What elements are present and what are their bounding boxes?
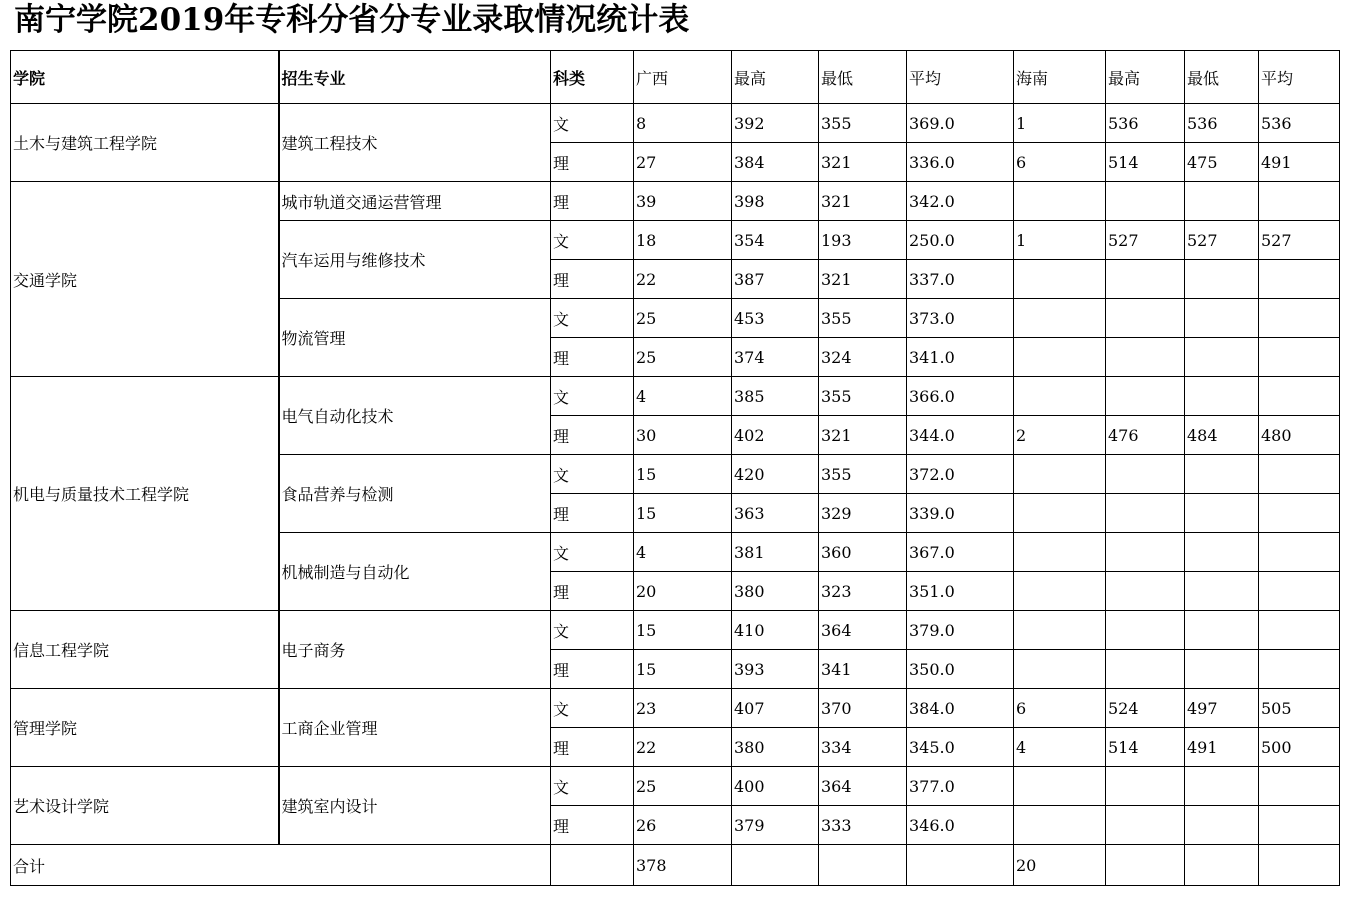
gx-min-cell: 341 — [819, 650, 907, 689]
hn-avg-cell — [1259, 182, 1340, 221]
hn-min-cell: 491 — [1185, 728, 1259, 767]
type-cell: 文 — [551, 767, 634, 806]
major-cell: 工商企业管理 — [279, 689, 551, 767]
hn-max-cell: 514 — [1106, 728, 1185, 767]
hn-min-cell — [1185, 767, 1259, 806]
gx-cell: 4 — [634, 533, 732, 572]
gx-avg-cell: 250.0 — [907, 221, 1014, 260]
total-gx-cell: 378 — [634, 845, 732, 886]
college-cell: 机电与质量技术工程学院 — [11, 377, 279, 611]
table-row — [11, 611, 1340, 650]
gx-max-cell: 354 — [732, 221, 819, 260]
hn-min-cell: 497 — [1185, 689, 1259, 728]
header-hainan: 海南 — [1014, 51, 1106, 104]
gx-min-cell: 355 — [819, 455, 907, 494]
type-cell: 理 — [551, 494, 634, 533]
college-cell: 交通学院 — [11, 182, 279, 377]
major-cell: 电子商务 — [279, 611, 551, 689]
hn-max-cell — [1106, 338, 1185, 377]
total-row — [11, 845, 1340, 886]
total-label: 合计 — [11, 845, 551, 886]
gx-min-cell: 193 — [819, 221, 907, 260]
hn-max-cell: 524 — [1106, 689, 1185, 728]
gx-min-cell: 360 — [819, 533, 907, 572]
header-gx-max: 最高 — [732, 51, 819, 104]
header-hn-avg: 平均 — [1259, 51, 1340, 104]
header-hn-max: 最高 — [1106, 51, 1185, 104]
gx-cell: 30 — [634, 416, 732, 455]
table-row — [11, 104, 1340, 143]
admission-table — [10, 50, 1340, 886]
table-row — [11, 767, 1340, 806]
hn-cell — [1014, 260, 1106, 299]
header-gx-avg: 平均 — [907, 51, 1014, 104]
header-hn-min: 最低 — [1185, 51, 1259, 104]
hn-avg-cell — [1259, 299, 1340, 338]
gx-avg-cell: 345.0 — [907, 728, 1014, 767]
gx-max-cell: 363 — [732, 494, 819, 533]
table-row — [11, 182, 1340, 221]
gx-max-cell: 407 — [732, 689, 819, 728]
hn-max-cell — [1106, 455, 1185, 494]
hn-cell: 1 — [1014, 104, 1106, 143]
gx-max-cell: 453 — [732, 299, 819, 338]
gx-avg-cell: 377.0 — [907, 767, 1014, 806]
hn-avg-cell: 527 — [1259, 221, 1340, 260]
hn-min-cell — [1185, 299, 1259, 338]
hn-max-cell — [1106, 806, 1185, 845]
header-gx-min: 最低 — [819, 51, 907, 104]
hn-max-cell: 514 — [1106, 143, 1185, 182]
type-cell: 文 — [551, 221, 634, 260]
gx-min-cell: 364 — [819, 767, 907, 806]
hn-cell: 2 — [1014, 416, 1106, 455]
hn-max-cell — [1106, 494, 1185, 533]
major-cell: 食品营养与检测 — [279, 455, 551, 533]
type-cell: 理 — [551, 728, 634, 767]
gx-cell: 15 — [634, 455, 732, 494]
hn-cell — [1014, 377, 1106, 416]
gx-min-cell: 321 — [819, 182, 907, 221]
hn-avg-cell: 505 — [1259, 689, 1340, 728]
type-cell: 理 — [551, 338, 634, 377]
gx-min-cell: 321 — [819, 260, 907, 299]
gx-cell: 25 — [634, 299, 732, 338]
hn-avg-cell: 491 — [1259, 143, 1340, 182]
hn-cell — [1014, 767, 1106, 806]
type-cell: 文 — [551, 104, 634, 143]
type-cell: 文 — [551, 689, 634, 728]
college-cell: 管理学院 — [11, 689, 279, 767]
major-cell: 建筑室内设计 — [279, 767, 551, 845]
type-cell: 文 — [551, 299, 634, 338]
major-cell: 汽车运用与维修技术 — [279, 221, 551, 299]
gx-avg-cell: 337.0 — [907, 260, 1014, 299]
empty-cell — [1185, 845, 1259, 886]
gx-min-cell: 334 — [819, 728, 907, 767]
hn-max-cell: 527 — [1106, 221, 1185, 260]
type-cell: 文 — [551, 455, 634, 494]
gx-max-cell: 385 — [732, 377, 819, 416]
hn-avg-cell — [1259, 533, 1340, 572]
major-cell: 电气自动化技术 — [279, 377, 551, 455]
hn-cell — [1014, 650, 1106, 689]
gx-avg-cell: 341.0 — [907, 338, 1014, 377]
gx-max-cell: 398 — [732, 182, 819, 221]
type-cell: 理 — [551, 416, 634, 455]
gx-cell: 22 — [634, 260, 732, 299]
gx-avg-cell: 336.0 — [907, 143, 1014, 182]
gx-cell: 27 — [634, 143, 732, 182]
empty-cell — [1259, 845, 1340, 886]
header-type: 科类 — [551, 51, 634, 104]
hn-cell — [1014, 806, 1106, 845]
college-cell: 土木与建筑工程学院 — [11, 104, 279, 182]
gx-max-cell: 392 — [732, 104, 819, 143]
hn-max-cell — [1106, 533, 1185, 572]
gx-avg-cell: 369.0 — [907, 104, 1014, 143]
hn-max-cell — [1106, 299, 1185, 338]
gx-cell: 23 — [634, 689, 732, 728]
hn-max-cell — [1106, 260, 1185, 299]
hn-avg-cell: 500 — [1259, 728, 1340, 767]
gx-cell: 26 — [634, 806, 732, 845]
gx-cell: 15 — [634, 650, 732, 689]
gx-cell: 20 — [634, 572, 732, 611]
gx-max-cell: 387 — [732, 260, 819, 299]
gx-avg-cell: 373.0 — [907, 299, 1014, 338]
hn-avg-cell — [1259, 338, 1340, 377]
hn-max-cell — [1106, 767, 1185, 806]
hn-max-cell: 536 — [1106, 104, 1185, 143]
gx-min-cell: 321 — [819, 143, 907, 182]
college-cell: 艺术设计学院 — [11, 767, 279, 845]
gx-cell: 8 — [634, 104, 732, 143]
gx-cell: 15 — [634, 494, 732, 533]
gx-min-cell: 324 — [819, 338, 907, 377]
hn-min-cell: 484 — [1185, 416, 1259, 455]
hn-cell: 4 — [1014, 728, 1106, 767]
hn-max-cell — [1106, 611, 1185, 650]
hn-avg-cell — [1259, 572, 1340, 611]
type-cell: 理 — [551, 650, 634, 689]
hn-max-cell — [1106, 650, 1185, 689]
hn-cell — [1014, 533, 1106, 572]
hn-max-cell: 476 — [1106, 416, 1185, 455]
type-cell: 文 — [551, 533, 634, 572]
hn-cell: 6 — [1014, 143, 1106, 182]
gx-min-cell: 355 — [819, 104, 907, 143]
hn-cell: 6 — [1014, 689, 1106, 728]
gx-avg-cell: 339.0 — [907, 494, 1014, 533]
hn-min-cell — [1185, 182, 1259, 221]
gx-avg-cell: 366.0 — [907, 377, 1014, 416]
empty-cell — [732, 845, 819, 886]
type-cell: 理 — [551, 182, 634, 221]
gx-min-cell: 323 — [819, 572, 907, 611]
hn-cell — [1014, 455, 1106, 494]
total-type-cell — [551, 845, 634, 886]
table-row — [11, 377, 1340, 416]
gx-avg-cell: 350.0 — [907, 650, 1014, 689]
gx-max-cell: 380 — [732, 728, 819, 767]
hn-min-cell — [1185, 455, 1259, 494]
gx-avg-cell: 351.0 — [907, 572, 1014, 611]
gx-max-cell: 420 — [732, 455, 819, 494]
hn-avg-cell — [1259, 494, 1340, 533]
gx-max-cell: 410 — [732, 611, 819, 650]
total-hn-cell: 20 — [1014, 845, 1106, 886]
gx-avg-cell: 379.0 — [907, 611, 1014, 650]
empty-cell — [907, 845, 1014, 886]
type-cell: 理 — [551, 806, 634, 845]
gx-cell: 18 — [634, 221, 732, 260]
hn-min-cell — [1185, 377, 1259, 416]
hn-min-cell — [1185, 611, 1259, 650]
gx-cell: 25 — [634, 338, 732, 377]
hn-max-cell — [1106, 572, 1185, 611]
hn-min-cell — [1185, 650, 1259, 689]
gx-min-cell: 329 — [819, 494, 907, 533]
gx-min-cell: 321 — [819, 416, 907, 455]
gx-cell: 15 — [634, 611, 732, 650]
gx-avg-cell: 367.0 — [907, 533, 1014, 572]
gx-avg-cell: 344.0 — [907, 416, 1014, 455]
hn-min-cell: 536 — [1185, 104, 1259, 143]
header-major: 招生专业 — [279, 51, 551, 104]
gx-avg-cell: 372.0 — [907, 455, 1014, 494]
gx-min-cell: 364 — [819, 611, 907, 650]
hn-avg-cell — [1259, 806, 1340, 845]
gx-min-cell: 355 — [819, 377, 907, 416]
major-cell: 城市轨道交通运营管理 — [279, 182, 551, 221]
gx-cell: 39 — [634, 182, 732, 221]
header-college: 学院 — [11, 51, 279, 104]
hn-min-cell — [1185, 572, 1259, 611]
hn-cell — [1014, 572, 1106, 611]
page-title: 南宁学院2019年专科分省分专业录取情况统计表 — [14, 2, 690, 38]
hn-avg-cell — [1259, 611, 1340, 650]
gx-cell: 4 — [634, 377, 732, 416]
gx-max-cell: 380 — [732, 572, 819, 611]
hn-avg-cell — [1259, 767, 1340, 806]
hn-cell — [1014, 494, 1106, 533]
hn-cell — [1014, 338, 1106, 377]
type-cell: 文 — [551, 611, 634, 650]
major-cell: 建筑工程技术 — [279, 104, 551, 182]
hn-avg-cell: 480 — [1259, 416, 1340, 455]
hn-min-cell — [1185, 494, 1259, 533]
hn-avg-cell — [1259, 455, 1340, 494]
hn-min-cell — [1185, 260, 1259, 299]
empty-cell — [1106, 845, 1185, 886]
gx-max-cell: 393 — [732, 650, 819, 689]
hn-max-cell — [1106, 377, 1185, 416]
gx-min-cell: 355 — [819, 299, 907, 338]
gx-max-cell: 381 — [732, 533, 819, 572]
gx-min-cell: 370 — [819, 689, 907, 728]
hn-cell — [1014, 182, 1106, 221]
hn-avg-cell: 536 — [1259, 104, 1340, 143]
gx-max-cell: 384 — [732, 143, 819, 182]
gx-max-cell: 374 — [732, 338, 819, 377]
major-cell: 物流管理 — [279, 299, 551, 377]
hn-avg-cell — [1259, 377, 1340, 416]
gx-max-cell: 400 — [732, 767, 819, 806]
hn-min-cell — [1185, 533, 1259, 572]
header-row — [11, 51, 1340, 104]
hn-avg-cell — [1259, 650, 1340, 689]
hn-cell: 1 — [1014, 221, 1106, 260]
hn-cell — [1014, 299, 1106, 338]
table-row — [11, 689, 1340, 728]
type-cell: 理 — [551, 143, 634, 182]
gx-avg-cell: 384.0 — [907, 689, 1014, 728]
type-cell: 理 — [551, 572, 634, 611]
major-cell: 机械制造与自动化 — [279, 533, 551, 611]
gx-max-cell: 379 — [732, 806, 819, 845]
hn-max-cell — [1106, 182, 1185, 221]
gx-min-cell: 333 — [819, 806, 907, 845]
header-guangxi: 广西 — [634, 51, 732, 104]
hn-min-cell: 527 — [1185, 221, 1259, 260]
gx-cell: 22 — [634, 728, 732, 767]
hn-min-cell — [1185, 806, 1259, 845]
gx-cell: 25 — [634, 767, 732, 806]
hn-min-cell — [1185, 338, 1259, 377]
gx-avg-cell: 346.0 — [907, 806, 1014, 845]
gx-avg-cell: 342.0 — [907, 182, 1014, 221]
type-cell: 文 — [551, 377, 634, 416]
hn-avg-cell — [1259, 260, 1340, 299]
gx-max-cell: 402 — [732, 416, 819, 455]
type-cell: 理 — [551, 260, 634, 299]
empty-cell — [819, 845, 907, 886]
hn-min-cell: 475 — [1185, 143, 1259, 182]
college-cell: 信息工程学院 — [11, 611, 279, 689]
hn-cell — [1014, 611, 1106, 650]
